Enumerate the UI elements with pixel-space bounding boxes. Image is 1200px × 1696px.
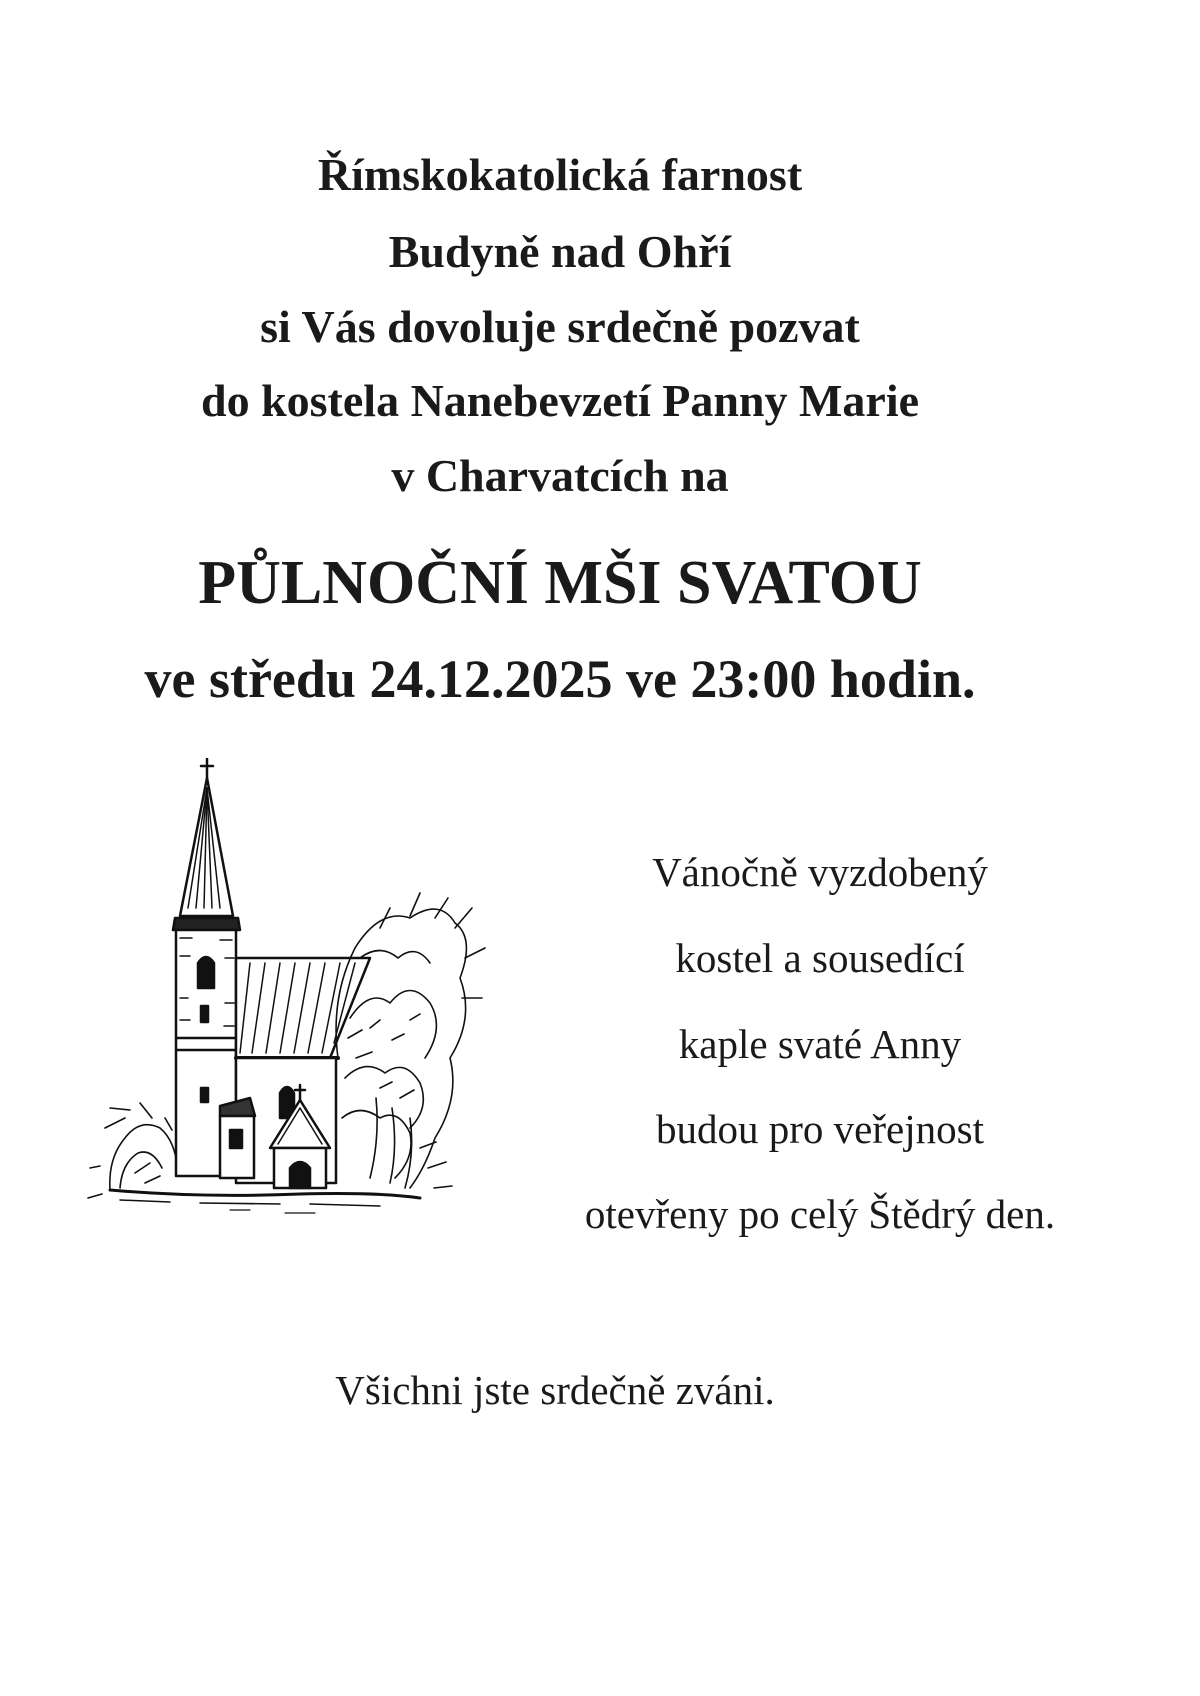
church-drawing-icon: [80, 758, 500, 1278]
info-line: kostel a sousedící: [675, 935, 965, 981]
info-line: budou pro veřejnost: [656, 1106, 984, 1152]
parish-name-line: Římskokatolická farnost: [317, 149, 803, 200]
invitation-line: si Vás dovoluje srdečně pozvat: [260, 301, 860, 352]
info-line: Vánočně vyzdobený: [652, 849, 988, 895]
village-line: v Charvatcích na: [391, 450, 729, 501]
closing-line: Všichni jste srdečně zváni.: [335, 1367, 775, 1413]
church-name-line: do kostela Nanebevzetí Panny Marie: [200, 375, 920, 426]
info-line: otevřeny po celý Štědrý den.: [584, 1191, 1056, 1237]
event-title: PŮLNOČNÍ MŠI SVATOU: [198, 549, 922, 617]
info-line: kaple svaté Anny: [678, 1021, 962, 1067]
parish-location-line: Budyně nad Ohří: [388, 226, 732, 277]
event-date: ve středu 24.12.2025 ve 23:00 hodin.: [144, 649, 976, 709]
